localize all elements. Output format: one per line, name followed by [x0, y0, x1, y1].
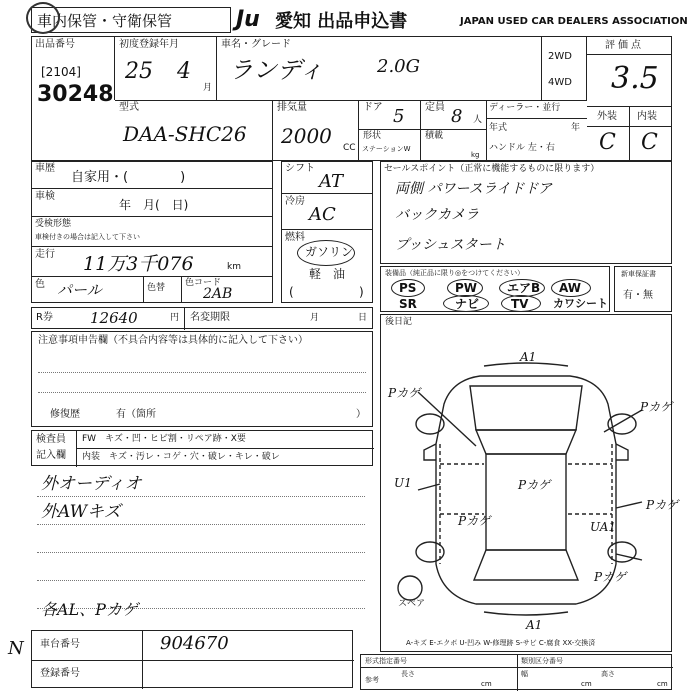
color-value: パール	[57, 281, 102, 299]
logo-symbol: Ju	[236, 7, 260, 32]
recycle-label: R券	[36, 312, 53, 323]
diagram-label: 後日記	[385, 317, 413, 327]
drive-2wd: 2WD	[548, 51, 572, 62]
equip-sr: SR	[399, 297, 417, 311]
drive-4wd: 4WD	[548, 77, 572, 88]
damage-legend: A-キズ E-エクボ U-凹み W-修理跡 S-サビ C-腐食 XX-交換済	[406, 639, 596, 647]
spec-table	[360, 654, 672, 690]
year-label: 年式	[489, 123, 508, 133]
name-change-label: 名変期限	[190, 312, 230, 323]
exterior-grade: C	[599, 130, 616, 155]
history-row	[31, 161, 273, 189]
sales-point-2: バックカメラ	[395, 207, 479, 223]
registration-number-label: 登録番号	[40, 668, 80, 679]
equip-circle-navi	[443, 295, 489, 312]
handwritten-note-2: 外AWキズ	[41, 502, 121, 522]
color-change-label: 色替	[147, 283, 166, 293]
page-title: 愛知 出品申込書	[275, 11, 408, 32]
equip-circle-tv	[501, 295, 541, 312]
equip-pw: PW	[455, 281, 478, 295]
car-windshield	[476, 430, 576, 454]
dealer-label: ディーラー・並行	[489, 103, 561, 113]
mileage-label: 走行	[35, 249, 55, 260]
sales-points-label: セールスポイント（正常に機能するものに限ります）	[384, 164, 600, 174]
listing-number: 30248	[37, 82, 114, 107]
first-registration-month-unit: 月	[203, 83, 213, 93]
spare-label: スペア	[398, 599, 426, 609]
recycle-value: 12640	[90, 309, 138, 327]
repair-close: ）	[356, 409, 366, 420]
sales-point-3: プッシュスタート	[395, 237, 506, 253]
damage-mark-right-low: UA1	[590, 520, 617, 534]
handwritten-note-1: 外オーディオ	[41, 474, 142, 494]
history-value: 自家用・( )	[71, 170, 186, 185]
displacement-label: 排気量	[277, 102, 307, 113]
warranty-label: 新車保証書	[621, 270, 656, 278]
aircon-cell	[281, 194, 373, 230]
capacity-cell	[421, 100, 487, 130]
car-hood	[470, 386, 582, 430]
rear-bumper	[484, 612, 568, 615]
first-registration-year: 25	[125, 59, 153, 84]
damage-mark-right-bottom: Pカゲ	[594, 570, 627, 584]
door-count: 5	[393, 106, 405, 127]
height-label: 高さ	[601, 670, 615, 678]
dealer-cell	[487, 100, 587, 161]
capacity: 8	[451, 106, 463, 127]
chassis-block	[31, 630, 353, 688]
inspector-label: 検査員	[36, 434, 66, 445]
displacement-cell	[273, 100, 359, 161]
aircon-label: 冷房	[285, 196, 305, 207]
recycle-unit: 円	[170, 313, 180, 323]
mileage-value: 11万3千076	[83, 253, 194, 275]
class-label: 類別区分番号	[521, 657, 563, 665]
fuel-gasoline-circle	[297, 240, 355, 266]
repair-value: 有（箇所	[116, 409, 156, 420]
height-unit: cm	[657, 680, 668, 688]
first-registration-month: 4	[177, 59, 191, 84]
width-unit: cm	[581, 680, 592, 688]
inspector-record-label: 記入欄	[36, 450, 66, 461]
color-label: 色	[35, 279, 45, 290]
warranty-value: 有・無	[623, 290, 653, 301]
repair-label: 修復歴	[50, 409, 80, 420]
door-label: ドア	[363, 102, 383, 113]
length-unit: cm	[481, 680, 492, 688]
sales-points-block	[380, 161, 672, 264]
fuel-gasoline: ガソリン	[305, 245, 354, 259]
interior-grade: C	[641, 130, 658, 155]
evaluation-label: 評価点	[605, 40, 644, 51]
listing-number-bracket: [2104]	[41, 65, 81, 79]
door-cell	[359, 100, 421, 130]
shift-label: シフト	[285, 163, 315, 174]
inspection-form-note: 車検付きの場合は記入して下さい	[35, 233, 140, 241]
equipment-label: 装備品（純正品に限り◎をつけてください）	[385, 269, 525, 277]
sales-point-1: 両側 パワースライドドア	[395, 181, 552, 197]
inspection-row	[31, 189, 273, 217]
capacity-unit: 人	[473, 115, 483, 125]
shape-cell	[359, 130, 421, 161]
inspection-value: 年 月( 日)	[119, 198, 189, 212]
listing-number-cell	[31, 36, 115, 107]
inspector-block	[31, 430, 373, 466]
warranty-block	[614, 266, 672, 312]
inspector-fw-line: FW キズ・凹・ヒビ割・リペア跡・X要	[82, 434, 246, 444]
model-type: DAA-SHC26	[123, 122, 247, 146]
handwritten-circle	[26, 2, 60, 34]
margin-mark: N	[8, 638, 24, 659]
inspection-form-row	[31, 217, 273, 247]
aircon-value: AC	[309, 204, 336, 225]
storage-label-box	[31, 7, 231, 33]
load-cell	[421, 130, 487, 161]
equipment-block	[380, 266, 610, 312]
chassis-label: 車台番号	[40, 639, 80, 650]
damage-mark-left-mid: U1	[394, 476, 412, 490]
car-rear-window	[474, 550, 578, 580]
name-change-month: 月	[310, 313, 320, 323]
shape-value: ステーションW	[362, 145, 411, 153]
equip-tv: TV	[511, 297, 529, 311]
notes-label: 注意事項申告欄（不具合内容等は具体的に記入して下さい）	[38, 335, 308, 346]
car-name-label: 車名・グレード	[221, 39, 291, 50]
color-code: 2AB	[203, 286, 233, 302]
bottom-note: 各AL、Pカゲ	[41, 600, 138, 619]
capacity-label: 定員	[425, 102, 445, 113]
type-cert-label: 形式指定番号	[365, 657, 407, 665]
mileage-unit: km	[227, 262, 241, 272]
shape-label: 形状	[363, 131, 382, 141]
ref-label: 参考	[365, 676, 379, 684]
evaluation-score: 3.5	[611, 61, 659, 96]
mileage-row	[31, 247, 273, 277]
recycle-block	[31, 307, 373, 329]
damage-mark-center: Pカゲ	[518, 478, 551, 492]
length-label: 長さ	[401, 670, 415, 678]
model-type-label: 型式	[119, 102, 139, 113]
equip-leather-seat: カワシート	[553, 297, 608, 310]
damage-mark-left-top: Pカゲ	[388, 386, 421, 400]
fuel-diesel: 軽 油	[309, 267, 346, 281]
first-registration-cell	[115, 36, 217, 100]
notes-block	[31, 331, 373, 427]
color-code-label: 色コード	[185, 278, 222, 288]
drive-cell	[542, 36, 587, 100]
damage-mark-top: A1	[520, 350, 537, 364]
car-name-cell	[217, 36, 542, 100]
listing-number-label: 出品番号	[35, 39, 75, 50]
damage-mark-left-low: Pカゲ	[458, 514, 491, 528]
fuel-cell: 燃料 ガソリン 軽 油 ( )	[285, 232, 364, 299]
chassis-value: 904670	[160, 633, 229, 654]
damage-mark-right-top: Pカゲ	[640, 400, 673, 414]
car-grade: 2.0G	[377, 56, 421, 77]
car-name: ランディ	[229, 56, 324, 84]
width-label: 幅	[521, 670, 528, 678]
storage-label: 車内保管・守衛保管	[37, 12, 173, 30]
handle-label: ハンドル 左・右	[489, 143, 555, 153]
model-type-cell	[115, 100, 273, 161]
displacement: 2000	[281, 124, 332, 148]
color-row	[31, 277, 273, 303]
first-registration-label: 初度登録年月	[119, 39, 179, 50]
spare-tire	[398, 576, 422, 600]
equip-airbag: エアB	[507, 281, 541, 295]
exterior-label: 外装	[597, 111, 617, 122]
fuel-label: 燃料	[285, 232, 305, 243]
load-label: 積載	[425, 131, 444, 141]
equip-ps: PS	[399, 281, 417, 295]
logo	[236, 9, 270, 35]
damage-mark-right-mid: Pカゲ	[646, 498, 679, 512]
name-change-day: 日	[358, 313, 368, 323]
damage-mark-bottom: A1	[526, 618, 543, 632]
equip-circle-aw	[551, 279, 591, 297]
handwritten-notes-area	[31, 468, 373, 628]
equip-circle-ps	[391, 279, 425, 297]
inspection-form-label: 受検形態	[35, 219, 72, 229]
page-subtitle: JAPAN USED CAR DEALERS ASSOCIATION	[460, 16, 688, 27]
shift-value: AT	[319, 171, 344, 192]
year-unit: 年	[571, 123, 581, 133]
equip-navi: ナビ	[455, 297, 480, 311]
history-label: 車歴	[35, 163, 55, 174]
inspector-interior-line: 内装 キズ・汚レ・コゲ・穴・破レ・キレ・破レ	[82, 452, 280, 462]
inspection-label: 車検	[35, 191, 55, 202]
car-roof	[486, 454, 566, 550]
shift-cell	[281, 161, 373, 194]
displacement-unit: CC	[343, 143, 356, 153]
load-unit: kg	[471, 151, 480, 159]
interior-label: 内装	[637, 111, 657, 122]
evaluation-cell	[587, 36, 672, 161]
equip-aw: AW	[559, 281, 581, 295]
